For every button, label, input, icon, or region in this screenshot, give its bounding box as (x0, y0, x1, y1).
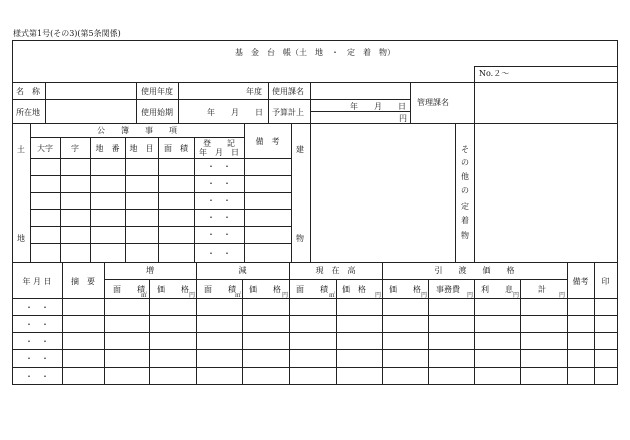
ledger-increase-header: 増 (146, 266, 154, 275)
tr-price-label: 価 格 (389, 285, 421, 294)
dept-use-label: 使用課名 (272, 87, 304, 96)
ledger-date-header: 年 月 日 (22, 277, 52, 286)
land-col-oaza: 大字 (37, 144, 53, 153)
land-side-top: 土 (17, 145, 25, 154)
building-top: 建 (296, 145, 304, 154)
ledger-row-date-3: ・ ・ (25, 337, 49, 346)
tr-admin-label: 事務費 (436, 285, 460, 294)
land-col-area: 面 積 (164, 144, 188, 153)
use-start-label: 使用始期 (141, 108, 173, 117)
ledger-row-date-4: ・ ・ (25, 354, 49, 363)
tr-interest-unit: 円 (513, 292, 520, 299)
budget-yen: 円 (399, 114, 407, 123)
inc-value-unit: 円 (189, 292, 196, 299)
mgmt-dept-label: 管理課名 (417, 98, 449, 107)
land-remarks: 備 考 (255, 137, 280, 146)
land-date-6: ・ ・ (207, 249, 231, 258)
inc-area-unit: ㎡ (141, 292, 148, 299)
year-used-label: 使用年度 (141, 87, 173, 96)
ledger-summary-header: 摘 要 (71, 277, 95, 286)
fixture-char-7: 物 (461, 231, 469, 240)
page-title: 基 金 台 帳（土 地 ・ 定 着 物） (235, 48, 395, 57)
budget-date: 年 月 日 (350, 102, 406, 111)
land-side-bottom: 地 (17, 234, 25, 243)
tr-price-unit: 円 (421, 292, 428, 299)
fixture-char-1: そ (461, 145, 469, 154)
ledger-current-header: 現 在 高 (315, 266, 356, 275)
fixture-char-2: の (461, 158, 469, 167)
form-label: 様式第1号(その3)(第5条関係) (13, 29, 121, 38)
land-col-reg-date: 年 月 日 (199, 148, 239, 157)
cur-area-label: 面 積 (296, 285, 328, 294)
land-col-registered: 登 記 (203, 139, 235, 148)
year-suffix: 年度 (246, 87, 262, 96)
land-date-5: ・ ・ (207, 230, 231, 239)
inc-value-label: 価 格 (157, 285, 189, 294)
fixture-char-6: 着 (461, 216, 469, 225)
dec-value-unit: 円 (282, 292, 289, 299)
ledger-seal-header: 印 (601, 277, 610, 286)
fixture-char-5: 定 (461, 202, 469, 211)
land-date-3: ・ ・ (207, 196, 231, 205)
fixture-char-4: の (461, 186, 469, 195)
land-date-1: ・ ・ (207, 162, 231, 171)
ledger-row-date-1: ・ ・ (25, 303, 49, 312)
land-col-category: 地 目 (129, 144, 154, 153)
budget-label: 予算計上 (272, 108, 304, 117)
tr-total-label: 計 (538, 285, 546, 294)
dec-area-label: 面 積 (204, 285, 236, 294)
dec-value-label: 価 格 (249, 285, 281, 294)
fixture-char-3: 他 (461, 172, 469, 181)
ledger-decrease-header: 減 (238, 266, 247, 275)
doc-number: No.２～ (479, 69, 510, 78)
location-label: 所在地 (16, 108, 40, 117)
ledger-row-date-2: ・ ・ (25, 320, 49, 329)
name-label: 名 称 (16, 87, 40, 96)
tr-total-unit: 円 (559, 292, 566, 299)
tr-admin-unit: 円 (467, 292, 474, 299)
ledger-row-date-5: ・ ・ (25, 372, 49, 381)
cur-value-unit: 円 (375, 292, 382, 299)
cur-value-label: 価 格 (342, 285, 366, 294)
land-date-2: ・ ・ (207, 179, 231, 188)
cur-area-unit: ㎡ (329, 292, 336, 299)
land-col-aza: 字 (71, 144, 79, 153)
inc-area-label: 面 積 (113, 285, 145, 294)
public-register-header: 公 簿 事 項 (97, 126, 177, 135)
frame-bottom (12, 384, 618, 385)
land-col-lot: 地 番 (95, 144, 120, 153)
frame-top (12, 40, 618, 41)
tr-interest-label: 利 息 (481, 285, 513, 294)
dec-area-unit: ㎡ (235, 292, 242, 299)
ledger-remarks-header: 備考 (572, 277, 589, 286)
building-bottom: 物 (296, 234, 304, 243)
land-date-4: ・ ・ (207, 213, 231, 222)
ledger-transfer-header: 引 渡 価 格 (434, 266, 515, 275)
use-start-date: 年 月 日 (207, 108, 263, 117)
